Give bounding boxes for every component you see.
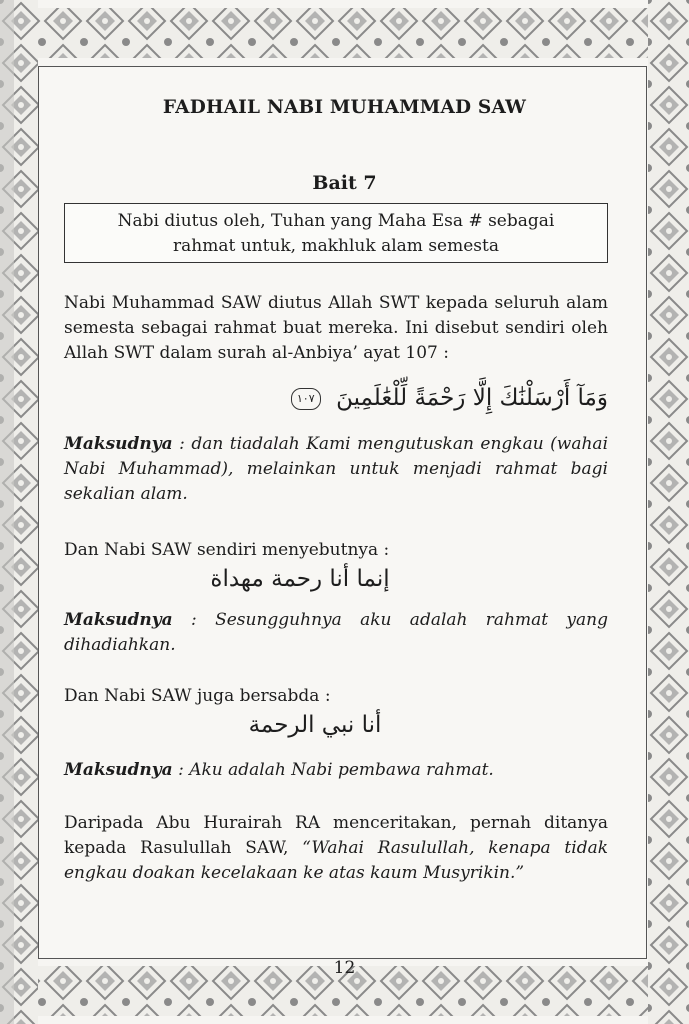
hadith-2-arabic: أنا نبي الرحمة (248, 712, 382, 738)
quran-verse-text: وَمَآ أَرْسَلْنَٰكَ إِلَّا رَحْمَةً لِّلْعَٰلَمِينَ (336, 385, 608, 411)
paragraph-intro: Nabi Muhammad SAW diutus Allah SWT kepada seluruh alam semesta sebagai rahmat buat mereka. Ini disebut sendiri oleh Allah SWT dalam surah al-Anbiya’ ayat 107 : (64, 293, 608, 363)
paragraph-4-text: Daripada Abu Hurairah RA menceritakan, pernah ditanya kepada Rasulullah SAW, (64, 813, 608, 858)
ornamental-border-right (648, 0, 689, 1024)
maksudnya-label-2: Maksudnya (64, 610, 173, 630)
translation-1 (64, 432, 608, 507)
paragraph-4 (64, 811, 608, 886)
bait-line-2: rahmat untuk, makhluk alam semesta (173, 236, 499, 256)
page-number: 12 (333, 958, 356, 978)
hadith-1-arabic: إنما أنا رحمة مهداة (210, 566, 390, 592)
ornamental-border-top (0, 0, 689, 66)
translation-2-text: : Sesungguhnya aku adalah rahmat yang dihadiahkan. (64, 610, 609, 655)
paragraph-4-quote: “Wahai Rasulullah, kenapa tidak engkau doakan kecelakaan ke atas kaum Musyrikin.” (64, 838, 609, 883)
paragraph-2: Dan Nabi SAW sendiri menyebutnya : (64, 540, 390, 560)
paragraph-3: Dan Nabi SAW juga bersabda : (64, 686, 331, 706)
maksudnya-label-3: Maksudnya (64, 760, 173, 780)
ornamental-border-left (0, 0, 38, 1024)
bait-line-1: Nabi diutus oleh, Tuhan yang Maha Esa # sebagai (117, 211, 555, 231)
maksudnya-label-1: Maksudnya (64, 434, 173, 454)
bait-label: Bait 7 (312, 172, 377, 194)
quran-verse (230, 385, 608, 411)
ayah-number-marker: ١٠٧ (291, 388, 321, 410)
page-heading: FADHAIL NABI MUHAMMAD SAW (162, 97, 527, 118)
translation-3-text: : Aku adalah Nabi pembawa rahmat. (178, 760, 494, 780)
translation-1-text: : dan tiadalah Kami mengutuskan engkau (wahai Nabi Muhammad), melainkan untuk menjadi rahmat bagi sekalian alam. (64, 434, 609, 504)
translation-2 (64, 608, 608, 658)
bait-verse-box (64, 203, 608, 263)
translation-3 (64, 758, 608, 783)
